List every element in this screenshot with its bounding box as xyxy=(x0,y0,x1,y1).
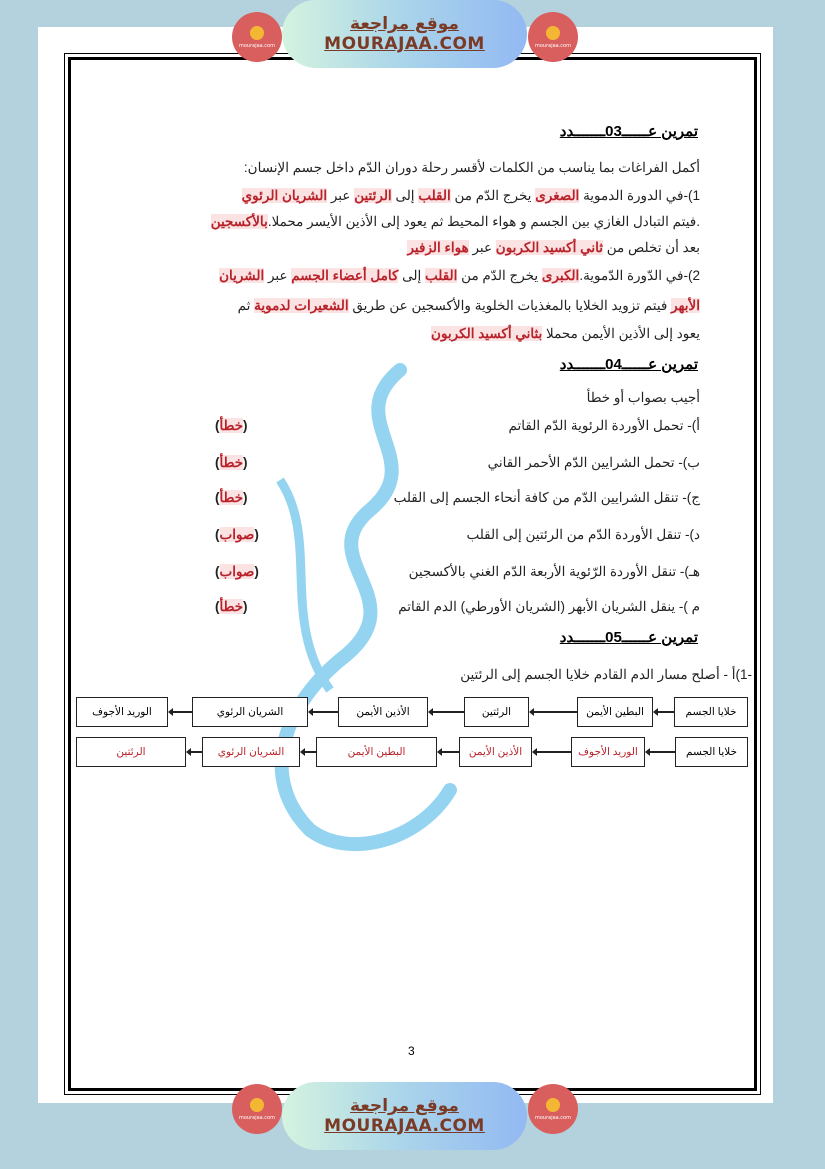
statement: ج)- تنقل الشرايين الدّم من كافة أنحاء الجسم إلى القلب xyxy=(393,490,700,505)
flow-box: الشريان الرئوي xyxy=(192,697,308,727)
flow-box: الرئتين xyxy=(464,697,529,727)
text-segment: أكمل الفراغات بما يناسب من الكلمات لأقسر رحلة دوران الدّم داخل جسم الإنسان: xyxy=(243,160,700,175)
answer-highlight: هواء الزفير xyxy=(407,240,469,255)
site-name-arabic: موقع مراجعة xyxy=(350,1096,459,1116)
arrow-icon xyxy=(312,711,338,713)
arrow-icon xyxy=(536,751,571,753)
badge-text: mourajaa.com xyxy=(238,1114,275,1121)
statement: د)- تنقل الأوردة الدّم من الرئتين إلى القلب xyxy=(466,527,700,542)
text-segment: 2)-في الدّورة الدّموية. xyxy=(579,268,700,283)
badge-text: mourajaa.com xyxy=(534,42,571,49)
answer-highlight: الشريان xyxy=(219,268,265,283)
arrow-icon xyxy=(172,711,192,713)
text-segment: يعود إلى الأذين الأيمن محملا xyxy=(542,326,700,341)
statement: ب)- تحمل الشرايين الدّم الأحمر القاني xyxy=(487,455,700,470)
text-segment: فيتم تزويد الخلايا بالمغذيات الخلوية والأكسجين عن طريق xyxy=(348,298,672,313)
exercise-3-line xyxy=(211,214,700,230)
text-segment: ثم xyxy=(237,298,255,313)
answer-highlight: الأبهر xyxy=(671,298,700,313)
text-segment: عبر xyxy=(327,188,355,203)
answer: (صواب) xyxy=(215,527,259,542)
answer-highlight: الصغرى xyxy=(535,188,580,203)
flow-box: الأذين الأيمن xyxy=(459,737,532,767)
exercise-5-instruction: -1)أ - أصلح مسار الدم القادم خلايا الجسم إلى الرئتين xyxy=(460,667,752,682)
site-name-latin: MOURAJAA.COM xyxy=(324,34,485,54)
flow-box: الرئتين xyxy=(76,737,186,767)
answer: (خطأ) xyxy=(215,455,248,470)
text-segment: .فيتم التبادل الغازي بين الجسم و هواء المحيط ثم يعود إلى الأذين الأيسر محملا. xyxy=(267,214,700,229)
site-name-arabic: موقع مراجعة xyxy=(350,14,459,34)
logo-badge-right xyxy=(528,1084,578,1134)
flow-box: الوريد الأجوف xyxy=(76,697,168,727)
flow-box: البطين الأيمن xyxy=(577,697,653,727)
answer: (خطأ) xyxy=(215,418,248,433)
answer-highlight: الشريان الرئوي xyxy=(241,188,328,203)
logo-badge-left xyxy=(232,1084,282,1134)
flow-box: الأذين الأيمن xyxy=(338,697,428,727)
flow-box: البطين الأيمن xyxy=(316,737,437,767)
badge-text: mourajaa.com xyxy=(534,1114,571,1121)
flow-box: خلايا الجسم xyxy=(675,737,748,767)
answer-highlight: كامل أعضاء الجسم xyxy=(291,268,399,283)
text-segment: عبر xyxy=(468,240,496,255)
site-banner-bottom[interactable] xyxy=(282,1082,527,1150)
answer: (صواب) xyxy=(215,564,259,579)
exercise-3-line xyxy=(431,326,700,342)
page-number: 3 xyxy=(408,1044,415,1058)
arrow-icon xyxy=(432,711,464,713)
statement: م )- ينقل الشريان الأبهر (الشريان الأورطي) الدم القاتم xyxy=(398,599,700,614)
answer: (خطأ) xyxy=(215,599,248,614)
text-segment: بعد أن تخلص من xyxy=(602,240,700,255)
flow-box: خلايا الجسم xyxy=(674,697,748,727)
exercise-3-line xyxy=(244,160,700,176)
flow-box: الشريان الرئوي xyxy=(202,737,300,767)
answer-highlight: بثاني أكسيد الكربون xyxy=(431,326,543,341)
logo-badge-right xyxy=(528,12,578,62)
answer-highlight: الكبرى xyxy=(541,268,580,283)
text-segment: يخرج الدّم من xyxy=(450,188,536,203)
exercise-3-line xyxy=(407,240,700,256)
text-segment: إلى xyxy=(398,268,425,283)
arrow-icon xyxy=(649,751,675,753)
exercise-3-line xyxy=(242,188,700,204)
answer-value: صواب xyxy=(219,527,255,542)
arrow-icon xyxy=(441,751,459,753)
text-segment: إلى xyxy=(391,188,419,203)
answer-highlight: القلب xyxy=(418,188,451,203)
arrow-icon xyxy=(304,751,316,753)
answer-highlight: بالأكسجين xyxy=(210,214,268,229)
answer-value: خطأ xyxy=(219,455,244,470)
text-segment: يخرج الدّم من xyxy=(457,268,542,283)
arrow-icon xyxy=(657,711,674,713)
exercise-3-line xyxy=(238,298,700,314)
exercise-4-title: تمرين عــــــ04ـــــــدد xyxy=(559,356,698,373)
arrow-icon xyxy=(190,751,202,753)
answer-highlight: ثاني أكسيد الكربون xyxy=(495,240,603,255)
answer-value: صواب xyxy=(219,564,255,579)
arrow-icon xyxy=(533,711,577,713)
exercise-3-line xyxy=(219,268,700,284)
statement: أ)- تحمل الأوردة الرئوية الدّم القاتم xyxy=(508,418,700,433)
site-banner-top[interactable] xyxy=(282,0,527,68)
text-segment: عبر xyxy=(264,268,292,283)
answer-value: خطأ xyxy=(219,490,244,505)
exercise-3-title: تمرين عــــــ03ـــــــدد xyxy=(559,123,698,140)
answer-highlight: الشعيرات لدموية xyxy=(254,298,349,313)
answer-value: خطأ xyxy=(219,418,244,433)
exercise-5-title: تمرين عــــــ05ـــــــدد xyxy=(559,629,698,646)
logo-badge-left xyxy=(232,12,282,62)
answer: (خطأ) xyxy=(215,490,248,505)
text-segment: 1)-في الدورة الدموية xyxy=(579,188,700,203)
badge-text: mourajaa.com xyxy=(238,42,275,49)
exercise-4-instruction: أجيب بصواب أو خطأ xyxy=(586,390,700,405)
watermark-signature xyxy=(220,360,480,880)
answer-highlight: الرئتين xyxy=(354,188,392,203)
site-name-latin: MOURAJAA.COM xyxy=(324,1116,485,1136)
statement: هـ)- تنقل الأوردة الرّئوية الأربعة الدّم الغني بالأكسجين xyxy=(408,564,700,579)
answer-highlight: القلب xyxy=(425,268,458,283)
answer-value: خطأ xyxy=(219,599,244,614)
flow-box: الوريد الأجوف xyxy=(571,737,645,767)
